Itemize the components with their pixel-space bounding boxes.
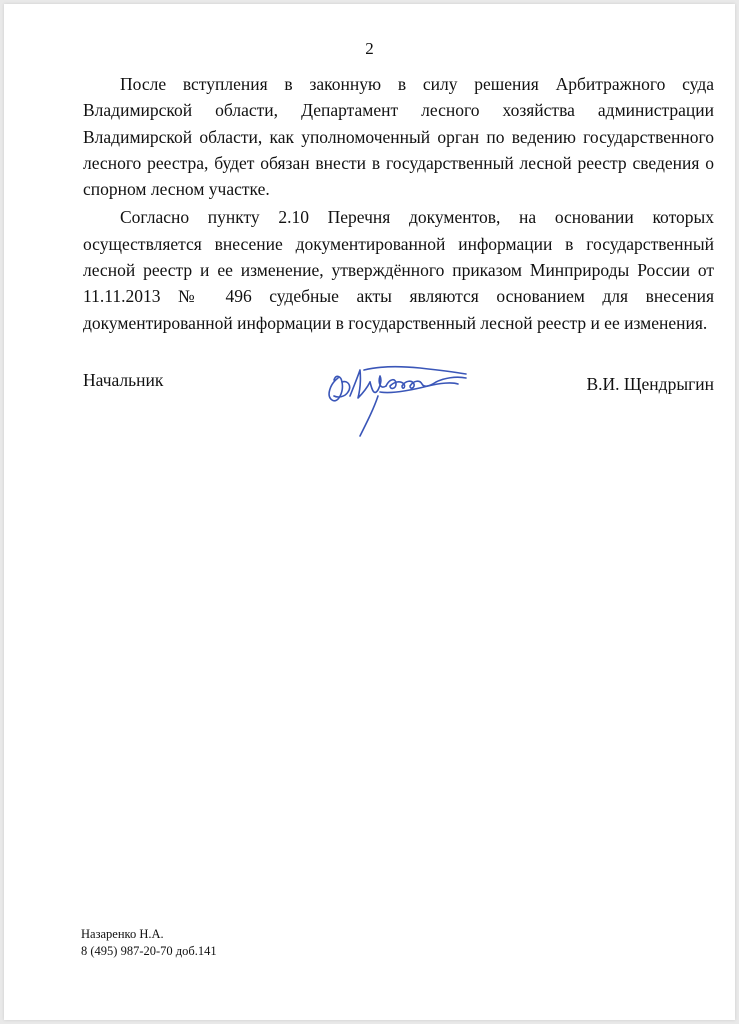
paragraph-2: Согласно пункту 2.10 Перечня документов, на основании которых осуществляется внесение документированной информации в государственный лесной реестр и ее изменение, утверждённого приказом Минприроды России от 11.11.2013 № 496 судебные акты являются основанием для внесения документированной информации в государственный лесной реестр и ее изменения. (83, 207, 714, 333)
document-page (4, 4, 735, 1020)
contact-info (81, 926, 217, 960)
page-number: 2 (365, 39, 374, 58)
paragraph-1: После вступления в законную в силу решения Арбитражного суда Владимирской области, Департамент лесного хозяйства администрации Владимирской области, как уполномоченный орган по ведению государственного лесного реестра, будет обязан внести в государственный лесной реестр сведения о спорном лесном участке. (83, 74, 714, 200)
signer-title: Начальник (83, 370, 164, 390)
author-phone: 8 (495) 987-20-70 доб.141 (81, 944, 217, 958)
signer-name: В.И. Щендрыгин (586, 374, 714, 394)
handwritten-signature (320, 356, 476, 440)
author-name: Назаренко Н.А. (81, 927, 164, 941)
